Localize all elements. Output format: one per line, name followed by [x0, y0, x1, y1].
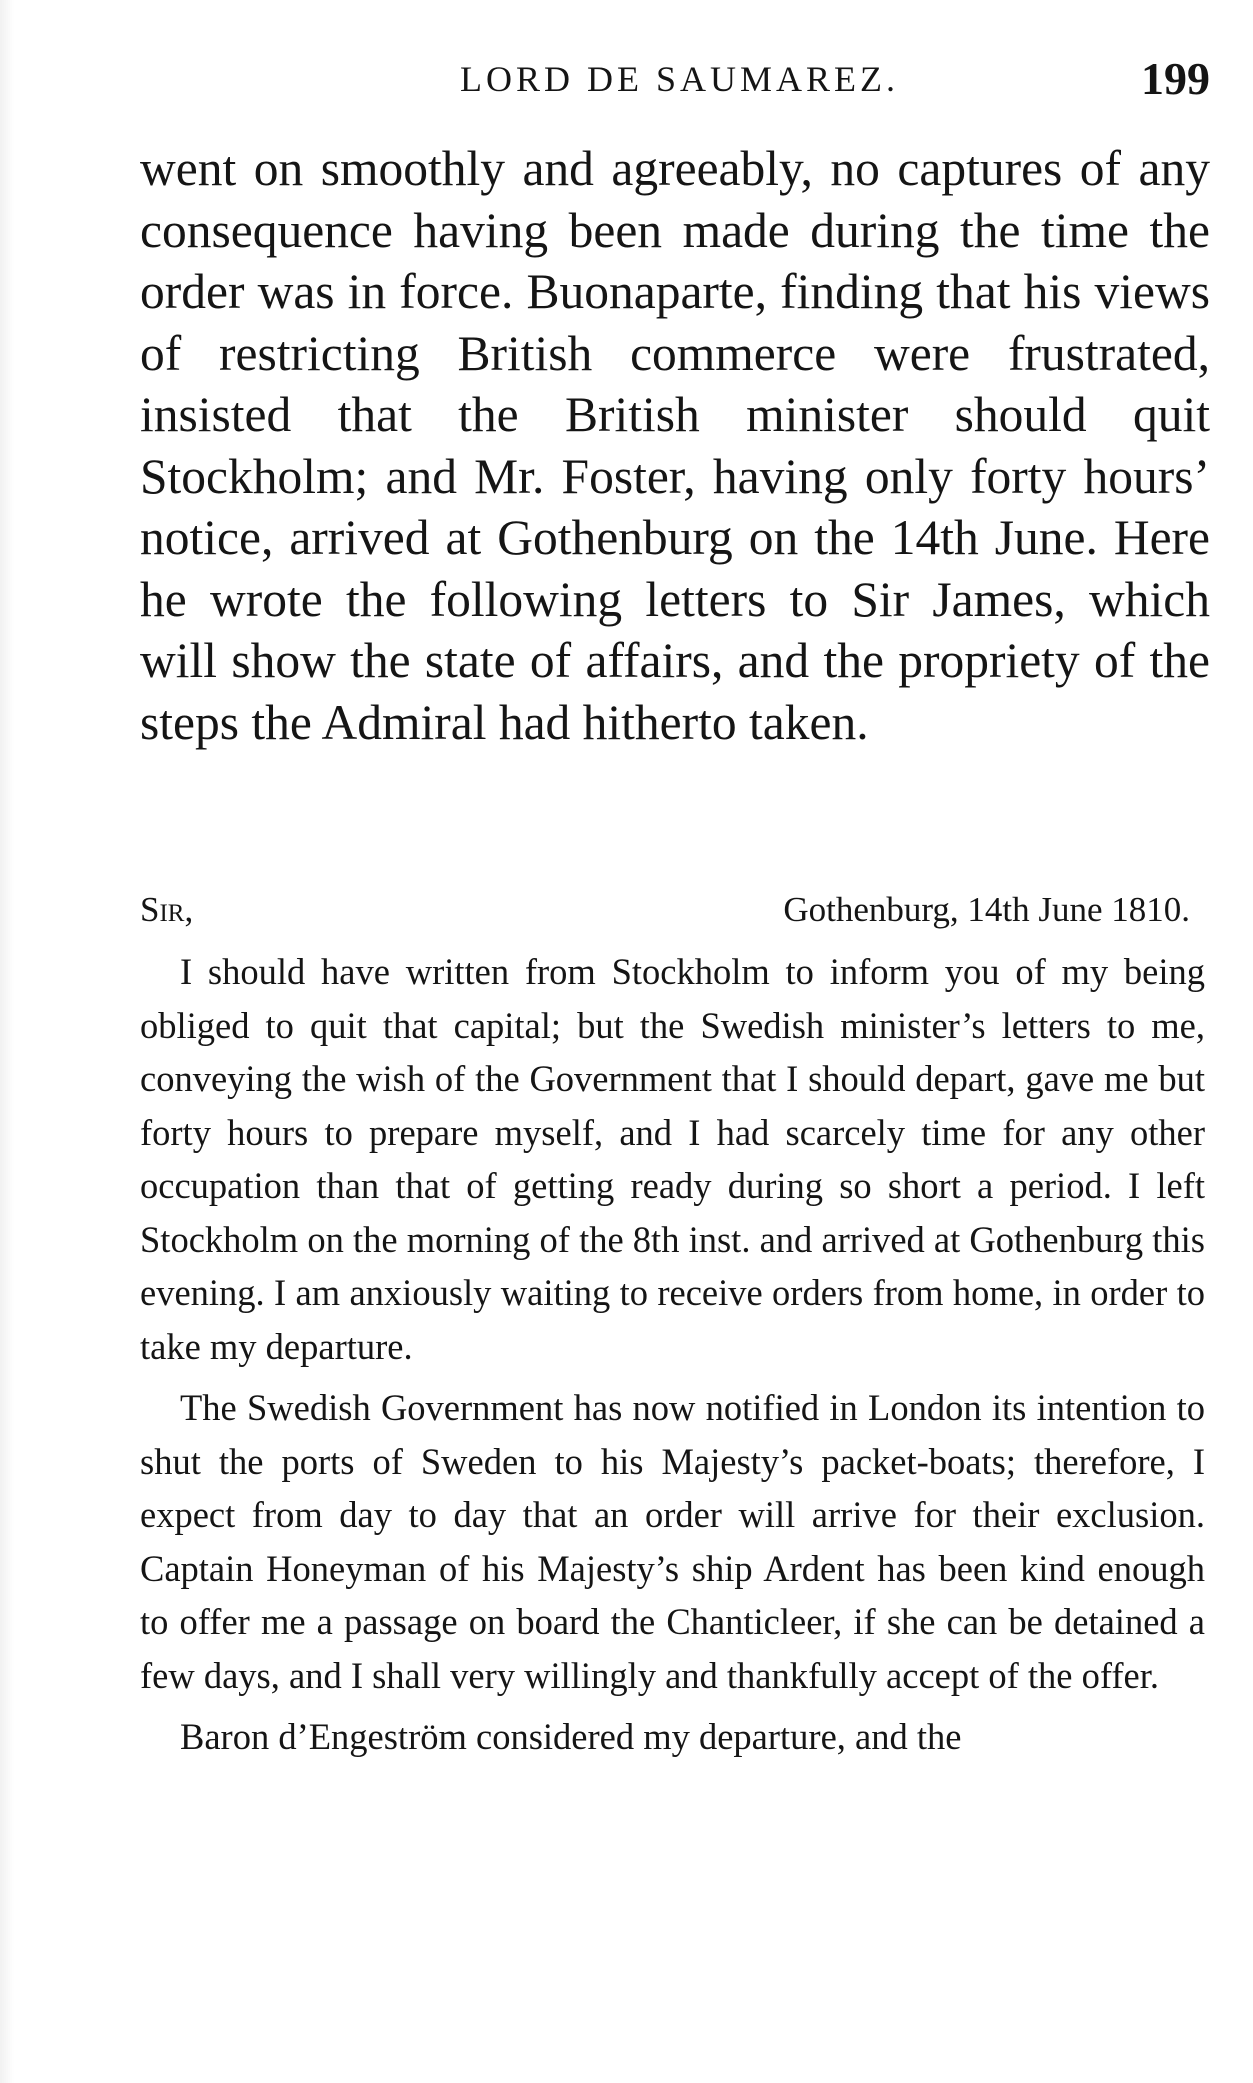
letter-dateline: Gothenburg, 14th June 1810.: [783, 890, 1190, 929]
running-title: LORD DE SAUMAREZ.: [460, 59, 900, 99]
running-head: [140, 53, 1210, 118]
letter-paragraph: I should have written from Stockholm to inform you of my being obliged to quit that capital; but the Swedish minister’s letters to me, conveying the wish of the Government that I should depart, gave me but forty hours to prepare myself, and I had scarcely time for any other occupation than that of getting ready during so short a period. I left Stockholm on the morning of the 8th inst. and arrived at Gothenburg this evening. I am anxiously waiting to receive orders from home, in order to take my departure.: [140, 951, 1205, 1367]
page-edge: [0, 0, 14, 2083]
letter-salutation: Sir,: [140, 890, 194, 929]
letter-head: [140, 890, 1200, 934]
page-number: 199: [1141, 53, 1210, 104]
letter-paragraph: The Swedish Government has now notified in London its intention to shut the ports of Sweden to his Majesty’s packet-boats; therefore, I expect from day to day that an order will arrive for their exclusion. Captain Honeyman of his Majesty’s ship Ardent has been kind enough to offer me a passage on board the Chanticleer, if she can be detained a few days, and I shall very willingly and thankfully accept of the offer.: [140, 1387, 1205, 1696]
narrative-paragraph: went on smoothly and agreeably, no captures of any consequence having been made during the time the order was in force. Buonaparte, finding that his views of restricting British commerce were frustrated, insisted that the British minister should quit Stockholm; and Mr. Foster, having only forty hours’ notice, arrived at Gothenburg on the 14th June. Here he wrote the following letters to Sir James, which will show the state of affairs, and the propriety of the steps the Admiral had hitherto taken.: [140, 141, 1210, 750]
letter-body: [140, 945, 1205, 1772]
letter-paragraph: Baron d’Engeström considered my departure, and the: [180, 1716, 962, 1757]
